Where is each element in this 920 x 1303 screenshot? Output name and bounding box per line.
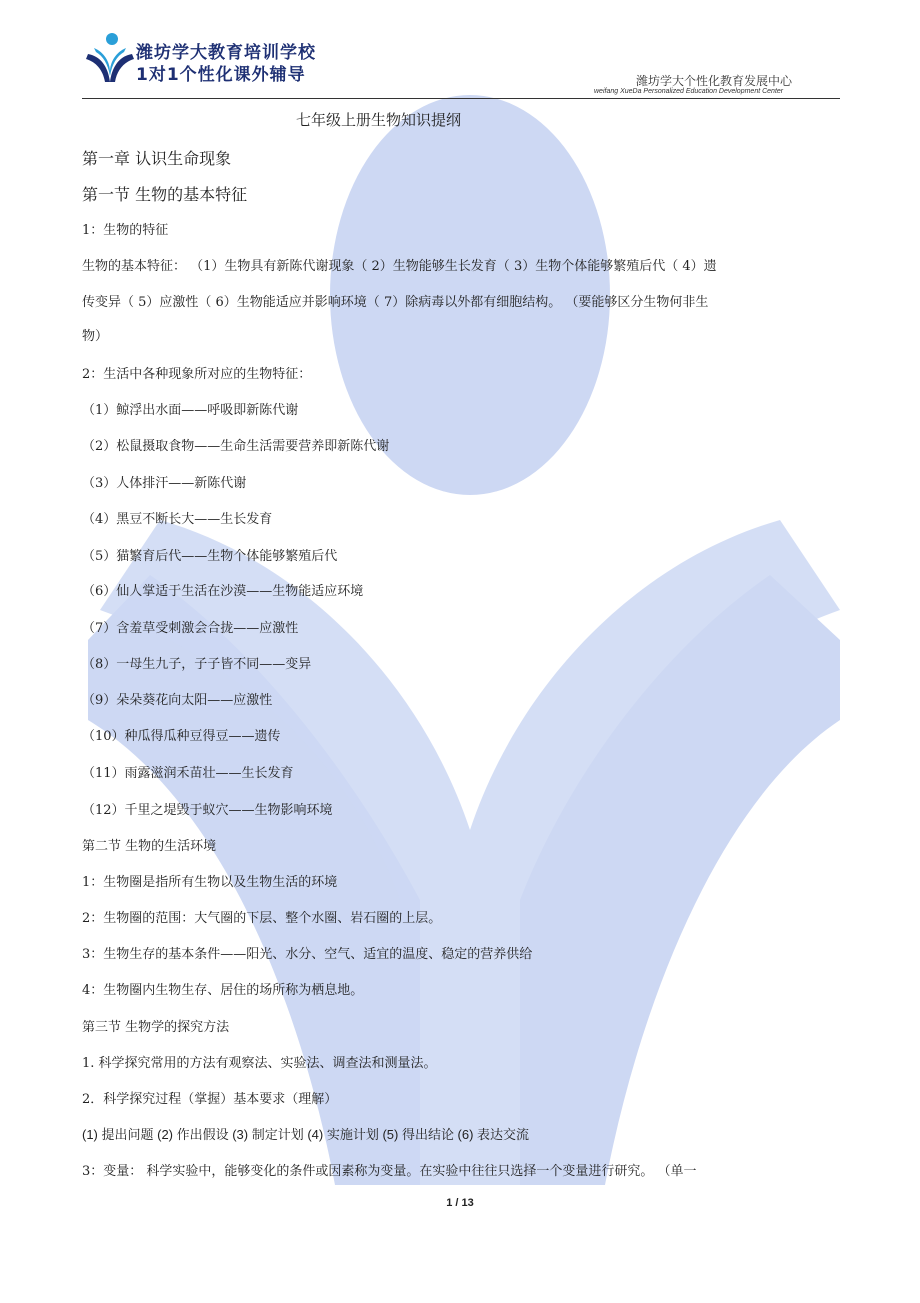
section-heading: 第二节 生物的生活环境 [82, 839, 217, 854]
list-item: 3：生物生存的基本条件——阳光、水分、空气、适宜的温度、稳定的营养供给 [82, 947, 533, 962]
list-item: （2）松鼠摄取食物——生命生活需要营养即新陈代谢 [82, 439, 390, 454]
list-item: （4）黑豆不断长大——生长发育 [82, 512, 273, 527]
paragraph-line: 1. 科学探究常用的方法有观察法、实验法、调查法和测量法。 [82, 1056, 437, 1071]
page-header [0, 0, 920, 100]
list-item: （9）朵朵葵花向太阳——应激性 [82, 693, 273, 708]
list-item: （5）猫繁育后代——生物个体能够繁殖后代 [82, 549, 338, 564]
chapter-heading: 第一章 认识生命现象 [82, 149, 232, 168]
section-heading: 第三节 生物学的探究方法 [82, 1020, 230, 1035]
point-heading: 2：生活中各种现象所对应的生物特征： [82, 367, 312, 382]
header-rule [82, 98, 840, 99]
school-name: 潍坊学大教育培训学校 [136, 43, 316, 63]
list-item: （6）仙人掌适于生活在沙漠——生物能适应环境 [82, 584, 364, 599]
paragraph-line: 物） [82, 329, 109, 344]
paragraph-line: 传变异（ 5）应激性（ 6）生物能适应并影响环境（ 7）除病毒以外都有细胞结构。 （要能够区分生物何非生 [82, 295, 709, 310]
organization-name: 潍坊学大个性化教育发展中心 [636, 74, 793, 88]
list-item: （11）雨露滋润禾苗壮——生长发育 [82, 766, 294, 781]
organization-name-en: weifang XueDa Personalized Education Development Center [594, 88, 784, 95]
list-item: 1：生物圈是指所有生物以及生物生活的环境 [82, 875, 338, 890]
list-item: （3）人体排汗——新陈代谢 [82, 476, 247, 491]
section-heading: 第一节 生物的基本特征 [82, 185, 248, 204]
paragraph-line: 3：变量： 科学实验中，能够变化的条件或因素称为变量。在实验中往往只选择一个变量进行研究。 （单一 [82, 1164, 697, 1179]
list-item: 4：生物圈内生物生存、居住的场所称为栖息地。 [82, 983, 364, 998]
list-item: （7）含羞草受刺激会合拢——应激性 [82, 621, 299, 636]
list-item: （12）千里之堤毁于蚁穴——生物影响环境 [82, 803, 333, 818]
school-slogan: 1对1个性化课外辅导 [136, 65, 306, 85]
school-logo-icon [86, 32, 134, 84]
paragraph-line: (1) 提出问题 (2) 作出假设 (3) 制定计划 (4) 实施计划 (5) 得出结论 (6) 表达交流 [82, 1127, 530, 1142]
point-heading: 1：生物的特征 [82, 223, 169, 238]
list-item: （1）鲸浮出水面——呼吸即新陈代谢 [82, 403, 299, 418]
paragraph-line: 生物的基本特征： （1）生物具有新陈代谢现象（ 2）生物能够生长发育（ 3）生物个体能够繁殖后代（ 4）遗 [82, 259, 717, 274]
page-title: 七年级上册生物知识提纲 [296, 111, 462, 129]
paragraph-line: 2．科学探究过程（掌握）基本要求（理解） [82, 1092, 338, 1107]
list-item: 2：生物圈的范围：大气圈的下层、整个水圈、岩石圈的上层。 [82, 911, 442, 926]
page-number: 1 / 13 [446, 1197, 474, 1209]
list-item: （8）一母生九子，子子皆不同——变异 [82, 657, 312, 672]
list-item: （10）种瓜得瓜种豆得豆——遗传 [82, 729, 281, 744]
